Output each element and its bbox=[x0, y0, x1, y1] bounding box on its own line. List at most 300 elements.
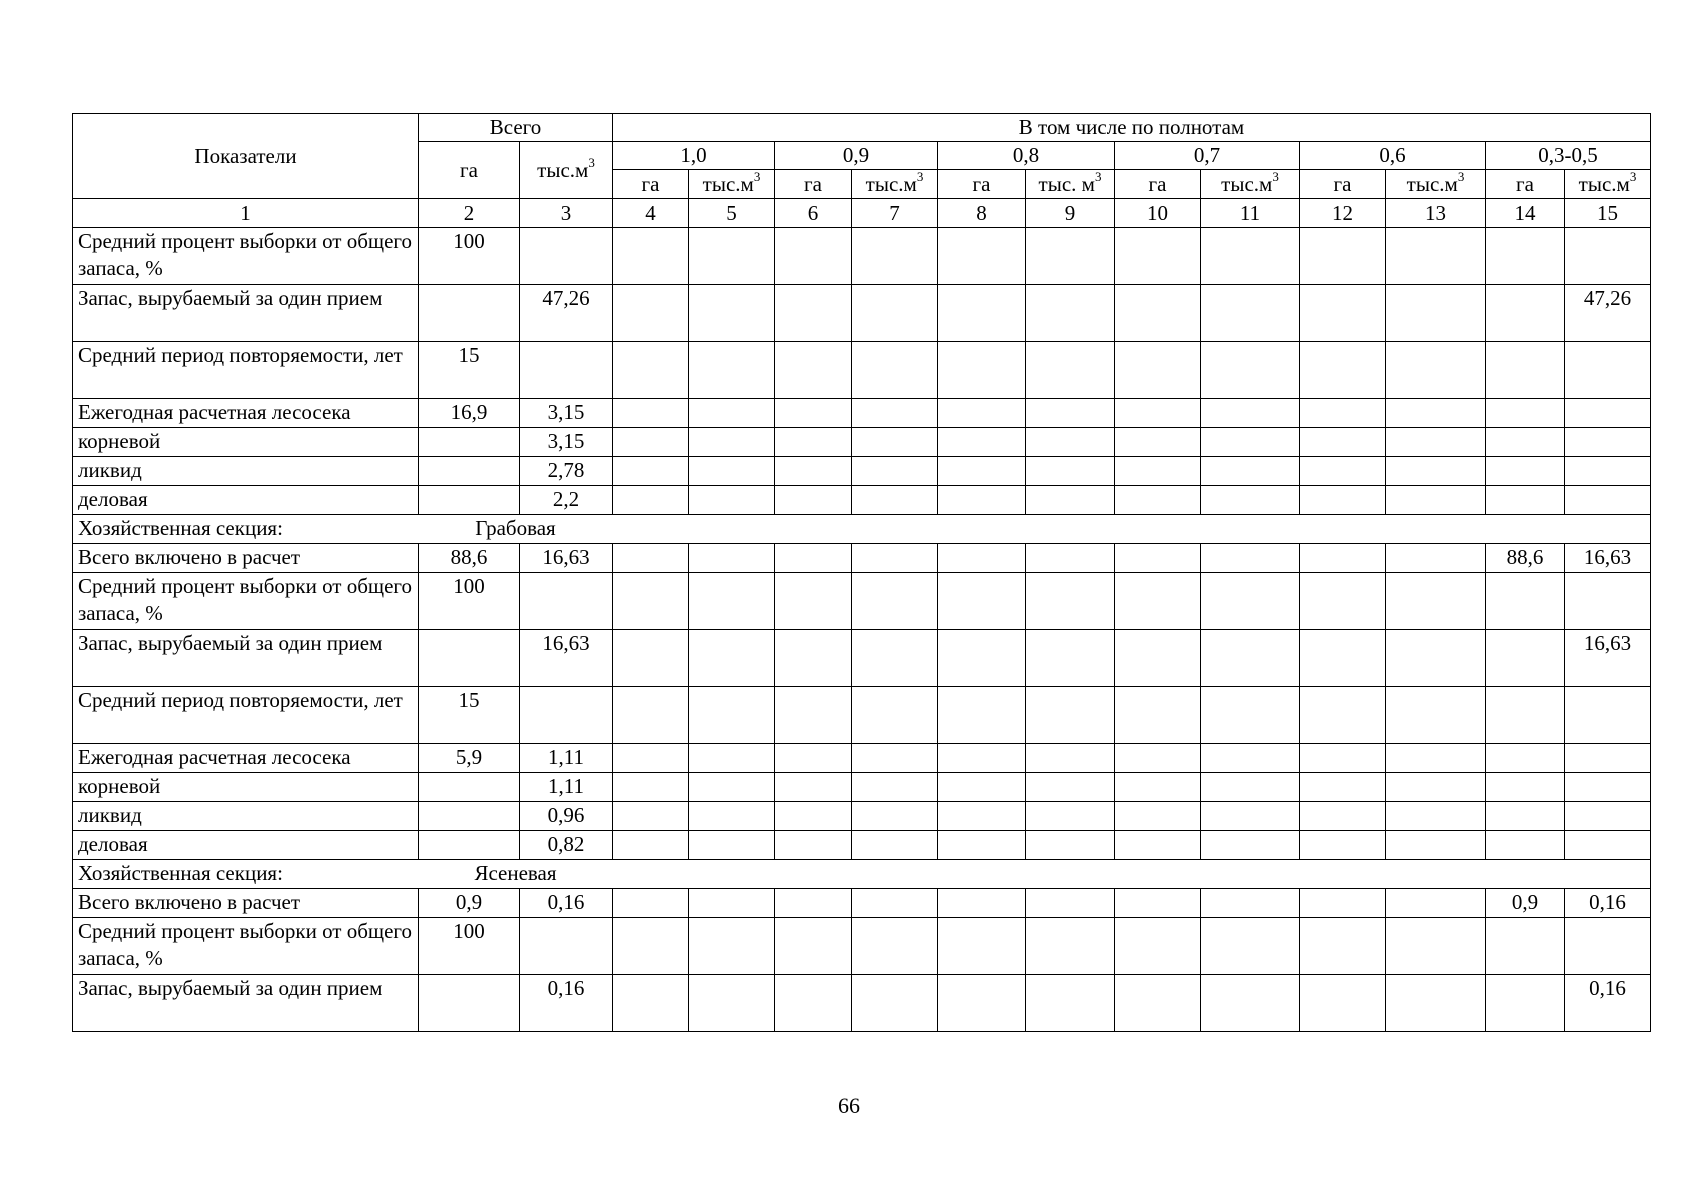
cell-empty bbox=[1115, 773, 1201, 802]
cell-empty bbox=[1386, 918, 1486, 975]
cell-empty bbox=[852, 773, 938, 802]
cell-empty bbox=[689, 486, 775, 515]
column-number: 11 bbox=[1201, 199, 1300, 228]
cell-empty bbox=[938, 802, 1026, 831]
section-name: Грабовая bbox=[419, 515, 613, 544]
cell-empty bbox=[938, 773, 1026, 802]
cell-empty bbox=[775, 802, 852, 831]
cell-empty bbox=[852, 544, 938, 573]
cell-empty bbox=[1386, 630, 1486, 687]
cell-empty bbox=[1026, 285, 1115, 342]
cell-density-low-ha bbox=[1486, 228, 1565, 285]
cell-empty bbox=[1201, 457, 1300, 486]
cell-empty bbox=[1201, 399, 1300, 428]
row-label: Всего включено в расчет bbox=[73, 889, 419, 918]
row-label: Средний процент выборки от общего запаса, % bbox=[73, 918, 419, 975]
cell-density-low-ha bbox=[1486, 918, 1565, 975]
column-number: 1 bbox=[73, 199, 419, 228]
header-density: 0,7 bbox=[1115, 142, 1300, 170]
cell-empty bbox=[852, 975, 938, 1032]
header-density: 0,8 bbox=[938, 142, 1115, 170]
cell-empty bbox=[852, 285, 938, 342]
cell-total-ha: 0,9 bbox=[419, 889, 520, 918]
cell-empty bbox=[1386, 802, 1486, 831]
cell-empty bbox=[689, 573, 775, 630]
row-label: ликвид bbox=[73, 457, 419, 486]
cell-empty bbox=[852, 486, 938, 515]
column-number: 5 bbox=[689, 199, 775, 228]
cell-empty bbox=[1300, 228, 1386, 285]
cell-empty bbox=[775, 744, 852, 773]
cell-empty bbox=[1386, 573, 1486, 630]
table-body bbox=[73, 228, 1651, 1032]
table-row bbox=[73, 285, 1651, 342]
cell-empty bbox=[613, 889, 689, 918]
cell-total-m3: 47,26 bbox=[520, 285, 613, 342]
cell-empty bbox=[775, 918, 852, 975]
header-density-m3: $тыс.м^3$ bbox=[689, 170, 775, 199]
cell-empty bbox=[852, 573, 938, 630]
cell-empty bbox=[938, 486, 1026, 515]
cell-empty bbox=[1300, 630, 1386, 687]
cell-empty bbox=[938, 687, 1026, 744]
header-by-density: В том числе по полнотам bbox=[613, 114, 1651, 142]
cell-density-low-m3 bbox=[1565, 687, 1651, 744]
section-label: Хозяйственная секция: bbox=[73, 860, 419, 889]
cell-empty bbox=[1115, 428, 1201, 457]
column-number: 8 bbox=[938, 199, 1026, 228]
cell-empty bbox=[613, 630, 689, 687]
cell-total-ha bbox=[419, 457, 520, 486]
cell-density-low-ha bbox=[1486, 687, 1565, 744]
cell-empty bbox=[1026, 428, 1115, 457]
cell-empty bbox=[1026, 744, 1115, 773]
cell-total-ha: 5,9 bbox=[419, 744, 520, 773]
cell-empty bbox=[1201, 486, 1300, 515]
cell-density-low-ha bbox=[1486, 802, 1565, 831]
table-row bbox=[73, 802, 1651, 831]
cell-empty bbox=[1300, 544, 1386, 573]
cell-density-low-ha bbox=[1486, 285, 1565, 342]
cell-density-low-m3 bbox=[1565, 802, 1651, 831]
cell-total-m3: 3,15 bbox=[520, 428, 613, 457]
cell-empty bbox=[1026, 975, 1115, 1032]
cell-empty bbox=[1115, 687, 1201, 744]
cell-empty bbox=[852, 802, 938, 831]
cell-empty bbox=[1201, 544, 1300, 573]
cell-empty bbox=[689, 889, 775, 918]
cell-density-low-ha bbox=[1486, 773, 1565, 802]
cell-total-m3 bbox=[520, 228, 613, 285]
cell-empty bbox=[1201, 831, 1300, 860]
cell-total-m3: 0,16 bbox=[520, 889, 613, 918]
header-density-ha: га bbox=[1115, 170, 1201, 199]
column-number: 7 bbox=[852, 199, 938, 228]
cell-empty bbox=[1026, 918, 1115, 975]
cell-empty bbox=[1386, 831, 1486, 860]
row-label: деловая bbox=[73, 831, 419, 860]
cell-empty bbox=[775, 831, 852, 860]
row-label: корневой bbox=[73, 428, 419, 457]
table-row bbox=[73, 687, 1651, 744]
cell-empty bbox=[938, 831, 1026, 860]
cell-total-m3: 1,11 bbox=[520, 744, 613, 773]
cell-total-m3 bbox=[520, 342, 613, 399]
header-density-m3: тыс. $м^3$ bbox=[1026, 170, 1115, 199]
table-row bbox=[73, 342, 1651, 399]
table-row bbox=[73, 486, 1651, 515]
cell-empty bbox=[613, 802, 689, 831]
cell-empty bbox=[1115, 544, 1201, 573]
cell-empty bbox=[1386, 687, 1486, 744]
cell-empty bbox=[613, 457, 689, 486]
section-row bbox=[73, 860, 1651, 889]
cell-empty bbox=[1201, 802, 1300, 831]
cell-empty bbox=[775, 486, 852, 515]
row-label: корневой bbox=[73, 773, 419, 802]
cell-empty bbox=[938, 744, 1026, 773]
cell-total-m3: 1,11 bbox=[520, 773, 613, 802]
column-number: 2 bbox=[419, 199, 520, 228]
table-row bbox=[73, 630, 1651, 687]
cell-total-ha: 16,9 bbox=[419, 399, 520, 428]
cell-empty bbox=[1026, 889, 1115, 918]
cell-empty bbox=[689, 802, 775, 831]
cell-empty bbox=[1026, 486, 1115, 515]
cell-empty bbox=[1026, 457, 1115, 486]
cell-empty bbox=[1300, 399, 1386, 428]
cell-empty bbox=[1201, 687, 1300, 744]
cell-total-ha bbox=[419, 773, 520, 802]
cell-total-m3: 0,16 bbox=[520, 975, 613, 1032]
cell-density-low-m3 bbox=[1565, 573, 1651, 630]
cell-empty bbox=[1115, 285, 1201, 342]
cell-empty bbox=[1201, 428, 1300, 457]
row-label: Ежегодная расчетная лесосека bbox=[73, 744, 419, 773]
cell-empty bbox=[1115, 457, 1201, 486]
cell-empty bbox=[1300, 889, 1386, 918]
cell-empty bbox=[1201, 773, 1300, 802]
cell-total-m3 bbox=[520, 918, 613, 975]
cell-empty bbox=[1300, 975, 1386, 1032]
cell-empty bbox=[852, 831, 938, 860]
cell-density-low-m3 bbox=[1565, 457, 1651, 486]
cell-empty bbox=[1201, 630, 1300, 687]
header-total: Всего bbox=[419, 114, 613, 142]
cell-empty bbox=[938, 428, 1026, 457]
cell-empty bbox=[1300, 285, 1386, 342]
cell-empty bbox=[775, 573, 852, 630]
cell-density-low-m3 bbox=[1565, 228, 1651, 285]
cell-empty bbox=[1115, 802, 1201, 831]
header-total-ha: га bbox=[419, 142, 520, 199]
page-number: 66 bbox=[838, 1093, 860, 1118]
cell-density-low-ha: 0,9 bbox=[1486, 889, 1565, 918]
header-density-ha: га bbox=[775, 170, 852, 199]
cell-density-low-ha bbox=[1486, 975, 1565, 1032]
cell-empty bbox=[1386, 228, 1486, 285]
cell-empty bbox=[689, 285, 775, 342]
header-density-m3: $тыс.м^3$ bbox=[1386, 170, 1486, 199]
section-label: Хозяйственная секция: bbox=[73, 515, 419, 544]
cell-density-low-ha bbox=[1486, 428, 1565, 457]
cell-empty bbox=[1115, 918, 1201, 975]
cell-empty bbox=[1201, 285, 1300, 342]
cell-total-ha bbox=[419, 831, 520, 860]
cell-total-ha bbox=[419, 802, 520, 831]
cell-empty bbox=[1026, 573, 1115, 630]
cell-empty bbox=[938, 228, 1026, 285]
cell-empty bbox=[689, 744, 775, 773]
cell-empty bbox=[689, 228, 775, 285]
cell-empty bbox=[689, 773, 775, 802]
cell-empty bbox=[1026, 544, 1115, 573]
cell-empty bbox=[938, 630, 1026, 687]
header-density-m3: $тыс.м^3$ bbox=[852, 170, 938, 199]
cell-empty bbox=[1026, 630, 1115, 687]
cell-total-m3: 0,82 bbox=[520, 831, 613, 860]
cell-total-ha bbox=[419, 285, 520, 342]
cell-empty bbox=[1026, 342, 1115, 399]
column-number: 10 bbox=[1115, 199, 1201, 228]
cell-empty bbox=[1115, 486, 1201, 515]
cell-empty bbox=[613, 342, 689, 399]
cell-total-m3: 2,78 bbox=[520, 457, 613, 486]
cell-empty bbox=[938, 285, 1026, 342]
column-number: 12 bbox=[1300, 199, 1386, 228]
table-row bbox=[73, 918, 1651, 975]
cell-empty bbox=[613, 744, 689, 773]
cell-empty bbox=[1300, 573, 1386, 630]
cell-empty bbox=[1386, 773, 1486, 802]
cell-empty bbox=[1026, 831, 1115, 860]
cell-empty bbox=[613, 573, 689, 630]
cell-empty bbox=[775, 399, 852, 428]
cell-empty bbox=[852, 889, 938, 918]
cell-empty bbox=[852, 428, 938, 457]
cell-empty bbox=[689, 399, 775, 428]
cell-empty bbox=[1201, 889, 1300, 918]
table-row bbox=[73, 573, 1651, 630]
cell-empty bbox=[1115, 573, 1201, 630]
cell-empty bbox=[1115, 975, 1201, 1032]
header-density: 1,0 bbox=[613, 142, 775, 170]
cell-density-low-m3 bbox=[1565, 918, 1651, 975]
cell-empty bbox=[1386, 744, 1486, 773]
header-indicators: Показатели bbox=[73, 114, 419, 199]
cell-empty bbox=[613, 228, 689, 285]
cell-density-low-m3: 16,63 bbox=[1565, 544, 1651, 573]
cell-density-low-ha: 88,6 bbox=[1486, 544, 1565, 573]
cell-empty bbox=[775, 428, 852, 457]
cell-empty bbox=[775, 975, 852, 1032]
cell-empty bbox=[613, 687, 689, 744]
cell-total-m3: 2,2 bbox=[520, 486, 613, 515]
header-total-m3: $тыс.м^3$ bbox=[520, 142, 613, 199]
cell-empty bbox=[775, 544, 852, 573]
cell-density-low-m3: 0,16 bbox=[1565, 889, 1651, 918]
cell-empty bbox=[1115, 342, 1201, 399]
section-row bbox=[73, 515, 1651, 544]
table-row bbox=[73, 544, 1651, 573]
table-row bbox=[73, 457, 1651, 486]
cell-empty bbox=[938, 399, 1026, 428]
cell-empty bbox=[613, 285, 689, 342]
cell-empty bbox=[938, 457, 1026, 486]
cell-empty bbox=[1115, 889, 1201, 918]
cell-empty bbox=[1300, 744, 1386, 773]
cell-empty bbox=[689, 342, 775, 399]
row-label: Всего включено в расчет bbox=[73, 544, 419, 573]
table-row bbox=[73, 744, 1651, 773]
row-label: Средний процент выборки от общего запаса, % bbox=[73, 228, 419, 285]
cell-empty bbox=[852, 918, 938, 975]
cell-empty bbox=[1300, 918, 1386, 975]
column-number: 6 bbox=[775, 199, 852, 228]
table-row bbox=[73, 889, 1651, 918]
cell-total-m3 bbox=[520, 573, 613, 630]
cell-empty bbox=[1115, 744, 1201, 773]
row-label: Средний процент выборки от общего запаса, % bbox=[73, 573, 419, 630]
cell-empty bbox=[775, 889, 852, 918]
row-label: Ежегодная расчетная лесосека bbox=[73, 399, 419, 428]
column-number-row bbox=[73, 199, 1651, 228]
header-density-m3: $тыс.м^3$ bbox=[1565, 170, 1651, 199]
cell-empty bbox=[775, 228, 852, 285]
table-header bbox=[73, 114, 1651, 228]
cell-density-low-m3 bbox=[1565, 399, 1651, 428]
forest-allowance-table bbox=[72, 113, 1651, 1032]
cell-density-low-m3 bbox=[1565, 342, 1651, 399]
cell-empty bbox=[613, 428, 689, 457]
cell-empty bbox=[1386, 428, 1486, 457]
cell-density-low-m3 bbox=[1565, 486, 1651, 515]
cell-empty bbox=[1201, 573, 1300, 630]
cell-empty bbox=[1115, 831, 1201, 860]
cell-empty bbox=[689, 428, 775, 457]
row-label: деловая bbox=[73, 486, 419, 515]
cell-density-low-ha bbox=[1486, 342, 1565, 399]
header-density-ha: га bbox=[938, 170, 1026, 199]
cell-empty bbox=[1300, 773, 1386, 802]
cell-empty bbox=[1300, 428, 1386, 457]
cell-empty bbox=[938, 573, 1026, 630]
table-row bbox=[73, 228, 1651, 285]
cell-empty bbox=[1386, 342, 1486, 399]
cell-empty bbox=[1300, 687, 1386, 744]
cell-empty bbox=[1300, 457, 1386, 486]
cell-empty bbox=[938, 889, 1026, 918]
cell-total-ha bbox=[419, 486, 520, 515]
cell-empty bbox=[1386, 889, 1486, 918]
cell-empty bbox=[689, 975, 775, 1032]
cell-empty bbox=[775, 342, 852, 399]
cell-total-ha: 88,6 bbox=[419, 544, 520, 573]
cell-total-ha bbox=[419, 630, 520, 687]
cell-density-low-ha bbox=[1486, 399, 1565, 428]
cell-empty bbox=[938, 342, 1026, 399]
cell-empty bbox=[852, 687, 938, 744]
cell-density-low-m3: 0,16 bbox=[1565, 975, 1651, 1032]
cell-empty bbox=[1026, 399, 1115, 428]
cell-empty bbox=[613, 773, 689, 802]
header-density-ha: га bbox=[1300, 170, 1386, 199]
table-row bbox=[73, 975, 1651, 1032]
cell-density-low-ha bbox=[1486, 831, 1565, 860]
cell-empty bbox=[1386, 486, 1486, 515]
cell-empty bbox=[1386, 975, 1486, 1032]
cell-empty bbox=[775, 687, 852, 744]
cell-empty bbox=[1386, 457, 1486, 486]
cell-empty bbox=[1201, 744, 1300, 773]
cell-empty bbox=[613, 544, 689, 573]
cell-empty bbox=[1300, 802, 1386, 831]
cell-empty bbox=[1386, 544, 1486, 573]
cell-empty bbox=[775, 630, 852, 687]
cell-total-ha: 100 bbox=[419, 918, 520, 975]
row-label: Средний период повторяемости, лет bbox=[73, 342, 419, 399]
table-row bbox=[73, 831, 1651, 860]
cell-empty bbox=[689, 918, 775, 975]
cell-empty bbox=[613, 486, 689, 515]
row-label: ликвид bbox=[73, 802, 419, 831]
header-density: 0,3-0,5 bbox=[1486, 142, 1651, 170]
cell-total-m3: 16,63 bbox=[520, 544, 613, 573]
row-label: Запас, вырубаемый за один прием bbox=[73, 975, 419, 1032]
cell-total-ha: 100 bbox=[419, 573, 520, 630]
section-fill bbox=[613, 515, 1651, 544]
cell-empty bbox=[689, 457, 775, 486]
table-row bbox=[73, 428, 1651, 457]
cell-empty bbox=[1115, 399, 1201, 428]
cell-density-low-ha bbox=[1486, 744, 1565, 773]
cell-empty bbox=[613, 399, 689, 428]
cell-empty bbox=[852, 399, 938, 428]
cell-empty bbox=[689, 630, 775, 687]
column-number: 13 bbox=[1386, 199, 1486, 228]
cell-empty bbox=[1115, 228, 1201, 285]
section-fill bbox=[613, 860, 1651, 889]
table-row bbox=[73, 399, 1651, 428]
cell-density-low-m3: 16,63 bbox=[1565, 630, 1651, 687]
cell-density-low-ha bbox=[1486, 573, 1565, 630]
cell-density-low-m3 bbox=[1565, 773, 1651, 802]
cell-empty bbox=[1026, 687, 1115, 744]
column-number: 14 bbox=[1486, 199, 1565, 228]
cell-empty bbox=[1201, 342, 1300, 399]
cell-density-low-ha bbox=[1486, 457, 1565, 486]
header-density: 0,6 bbox=[1300, 142, 1486, 170]
header-density: 0,9 bbox=[775, 142, 938, 170]
cell-empty bbox=[852, 744, 938, 773]
cell-empty bbox=[852, 342, 938, 399]
cell-empty bbox=[613, 975, 689, 1032]
cell-empty bbox=[775, 285, 852, 342]
header-density-m3: $тыс.м^3$ bbox=[1201, 170, 1300, 199]
cell-empty bbox=[1201, 975, 1300, 1032]
column-number: 9 bbox=[1026, 199, 1115, 228]
cell-empty bbox=[1026, 773, 1115, 802]
cell-empty bbox=[613, 831, 689, 860]
cell-empty bbox=[938, 975, 1026, 1032]
cell-empty bbox=[775, 773, 852, 802]
cell-empty bbox=[938, 544, 1026, 573]
cell-empty bbox=[852, 630, 938, 687]
cell-total-m3 bbox=[520, 687, 613, 744]
cell-empty bbox=[852, 457, 938, 486]
cell-empty bbox=[689, 544, 775, 573]
cell-empty bbox=[938, 918, 1026, 975]
